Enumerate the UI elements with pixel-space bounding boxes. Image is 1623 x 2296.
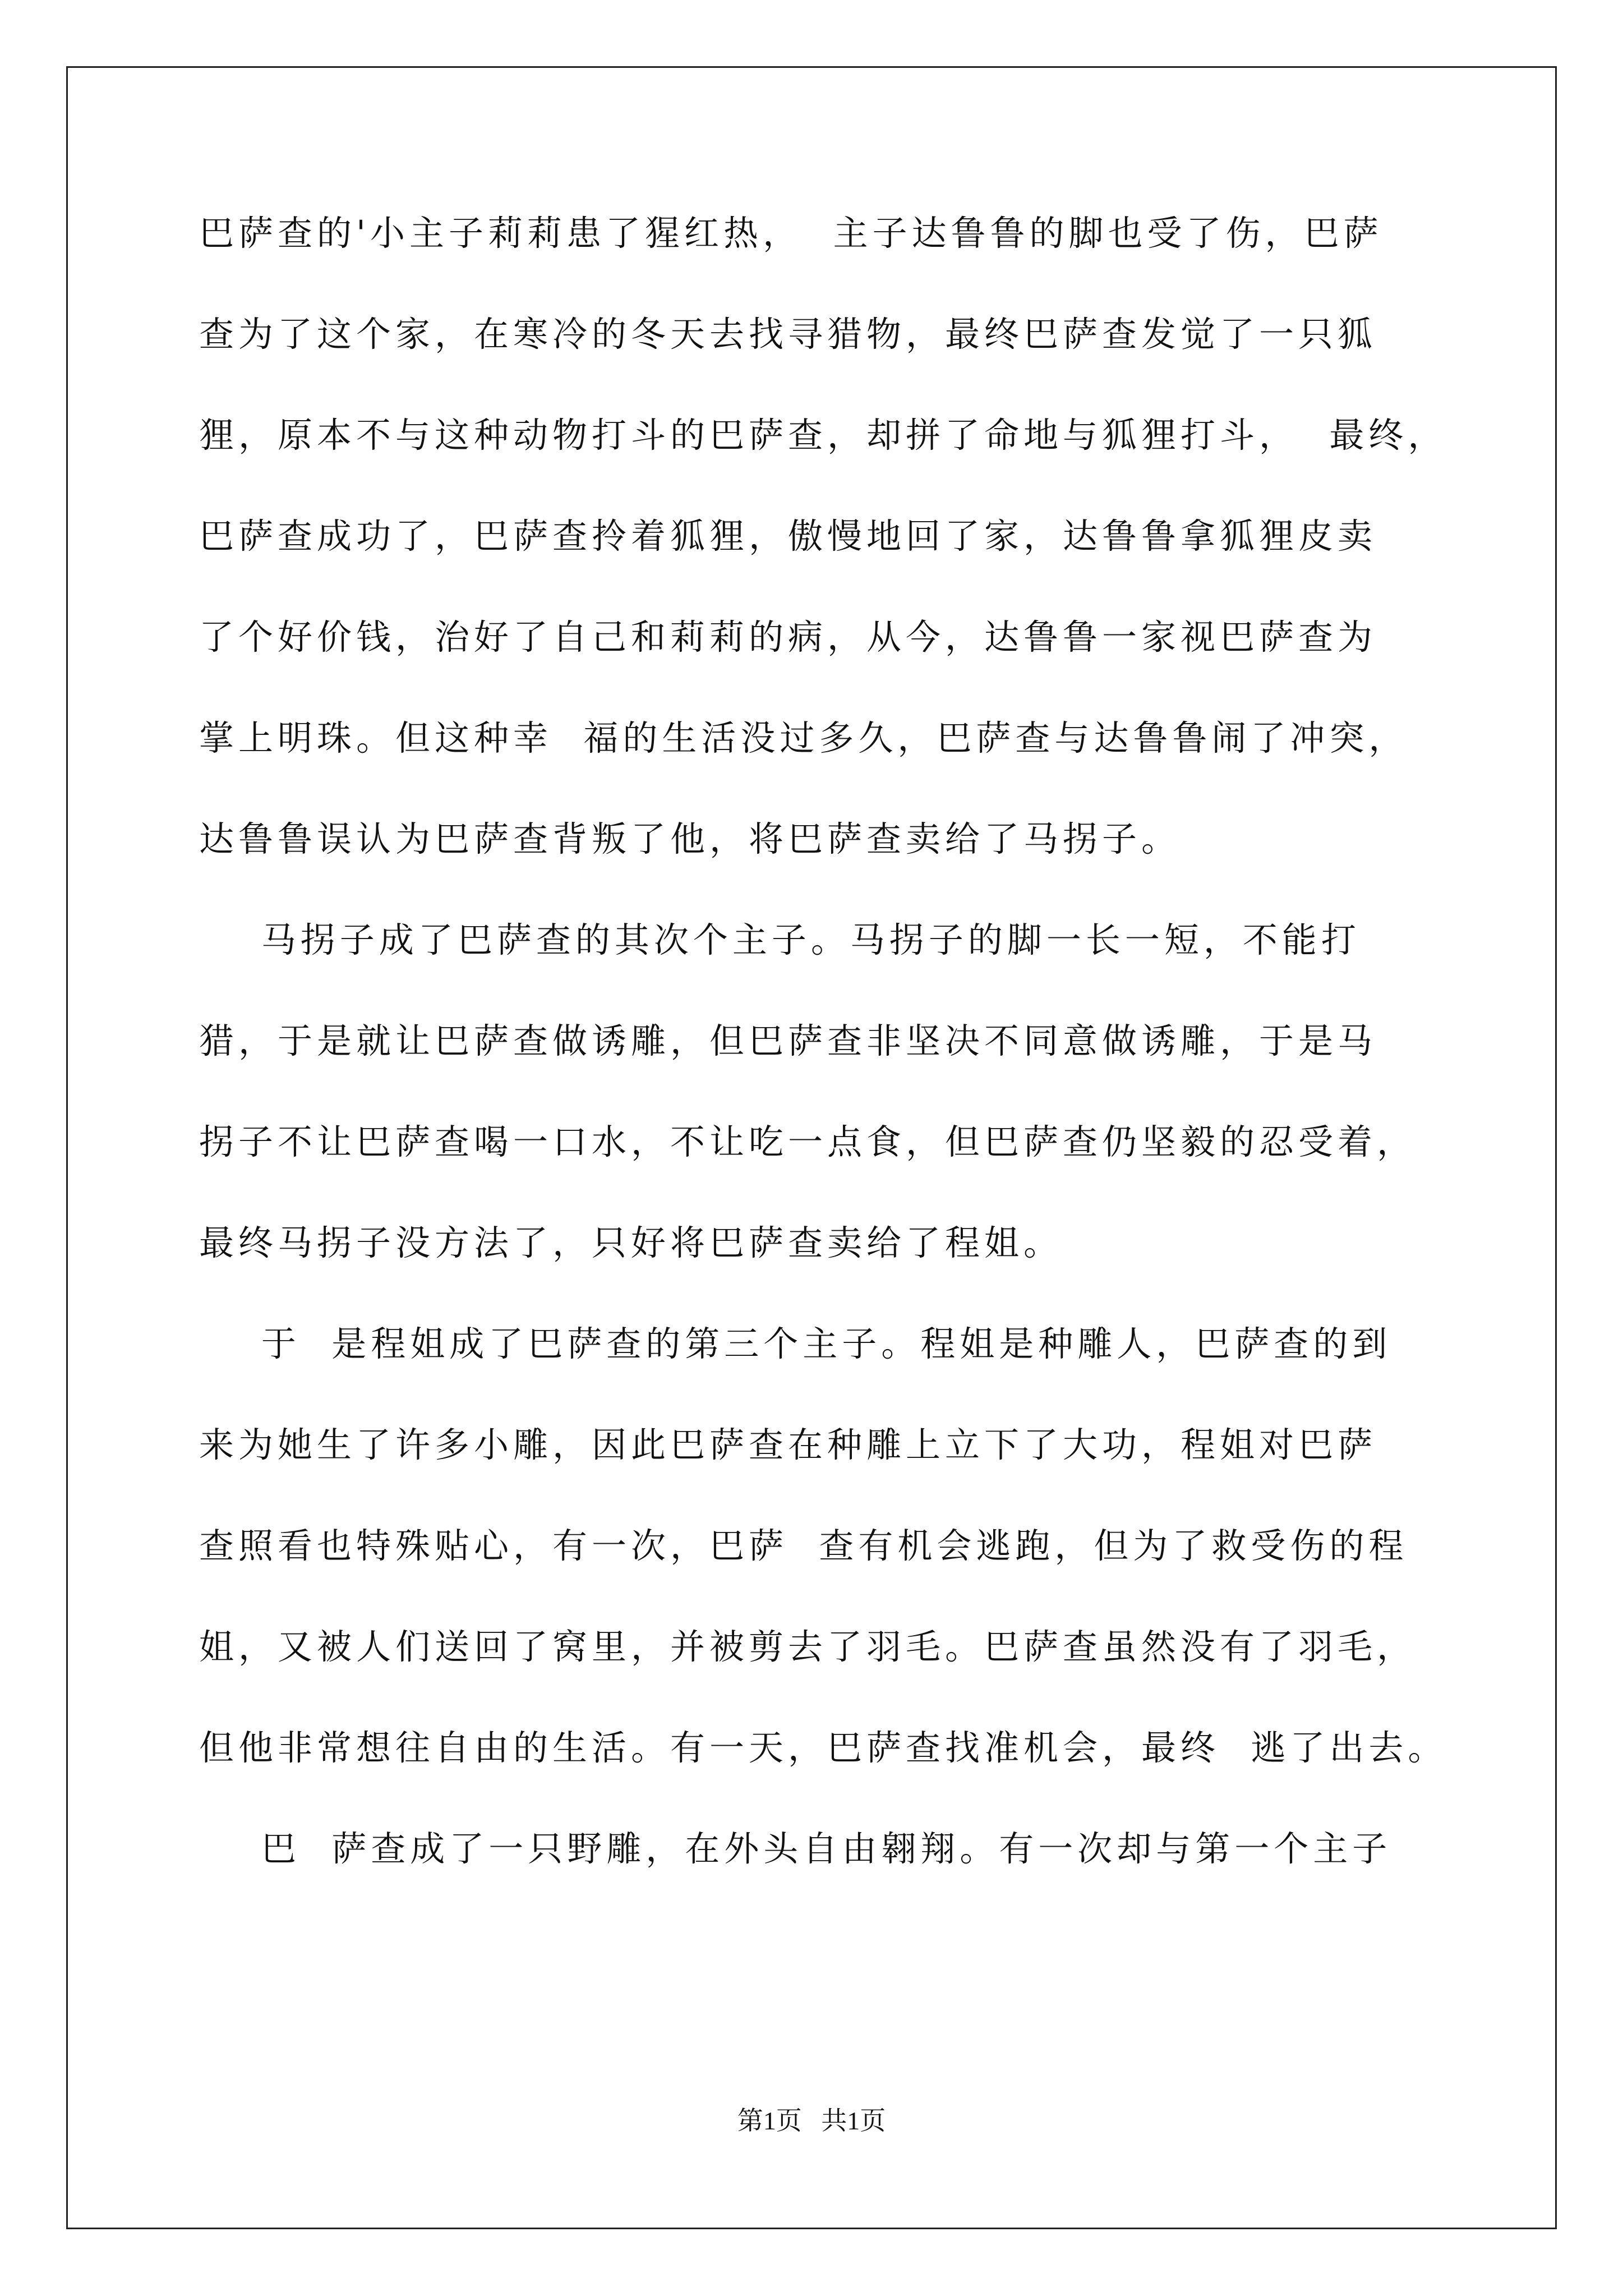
text-line: 于 是程姐成了巴萨查的第三个主子。程姐是种雕人，巴萨查的到 [199, 1323, 1392, 1364]
text-line: 猎，于是就让巴萨查做诱雕，但巴萨查非坚决不同意做诱雕，于是马 [199, 1020, 1377, 1061]
text-line: 拐子不让巴萨查喝一口水，不让吃一点食，但巴萨查仍坚毅的忍受着， [199, 1121, 1417, 1162]
text-line: 狸，原本不与这种动物打斗的巴萨查，却拼了命地与狐狸打斗， 最终， [199, 415, 1447, 455]
text-line: 姐，又被人们送回了窝里，并被剪去了羽毛。巴萨查虽然没有了羽毛， [199, 1626, 1417, 1667]
text-line: 最终马拐子没方法了，只好将巴萨查卖给了程姐。 [199, 1222, 1063, 1263]
text-line: 掌上明珠。但这种幸 福的生活没过多久，巴萨查与达鲁鲁闹了冲突， [199, 717, 1408, 758]
text-line: 巴 萨查成了一只野雕，在外头自由翱翔。有一次却与第一个主子 [199, 1828, 1392, 1869]
text-line: 但他非常想往自由的生活。有一天，巴萨查找准机会，最终 逃了出去。 [199, 1727, 1447, 1768]
text-line: 了个好价钱，治好了自己和莉莉的病，从今，达鲁鲁一家视巴萨查为 [199, 616, 1377, 657]
text-line: 马拐子成了巴萨查的其次个主子。马拐子的脚一长一短，不能打 [199, 919, 1361, 960]
text-line: 来为她生了许多小雕，因此巴萨查在种雕上立下了大功，程姐对巴萨 [199, 1424, 1377, 1465]
page-number-footer: 第1页 共1页 [737, 2106, 886, 2135]
text-line: 巴萨查的'小主子莉莉患了猩红热， 主子达鲁鲁的脚也受了伤，巴萨 [199, 213, 1383, 254]
text-line: 巴萨查成功了，巴萨查拎着狐狸，傲慢地回了家，达鲁鲁拿狐狸皮卖 [199, 516, 1377, 556]
text-line: 查为了这个家，在寒冷的冬天去找寻猎物，最终巴萨查发觉了一只狐 [199, 314, 1377, 355]
text-line: 达鲁鲁误认为巴萨查背叛了他，将巴萨查卖给了马拐子。 [199, 818, 1181, 859]
text-line: 查照看也特殊贴心，有一次，巴萨 查有机会逃跑，但为了救受伤的程 [199, 1525, 1408, 1566]
